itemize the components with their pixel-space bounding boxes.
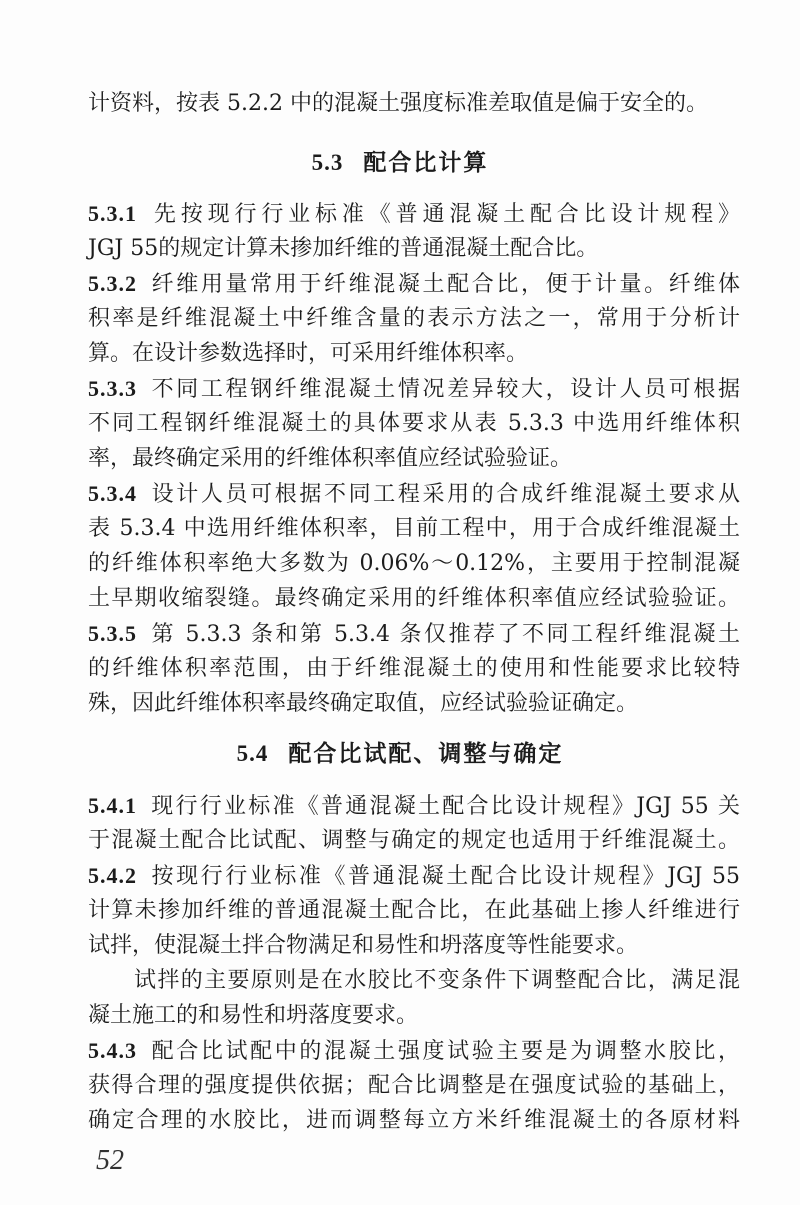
clause-5-3-3-line: 率，最终确定采用的纤维体积率值应经试验验证。 [88,446,573,471]
clause-5-4-2-line: 试拌，使混凝土拌合物满足和易性和坍落度等性能要求。 [88,933,639,958]
clause-number: 5.4.3 [88,1038,137,1063]
clause-5-3-2-line: 算。在设计参数选择时，可采用纤维体积率。 [88,341,529,366]
clause-5-3-2-line [88,266,740,301]
clause-5-3-4-line: 土早期收缩裂缝。最终确定采用的纤维体积率值应经试验验证。 [88,586,740,611]
section-title: 配合比计算 [363,149,489,176]
clause-text: 配合比试配中的混凝土强度试验主要是为调整水胶比， [149,1039,740,1064]
clause-text: 现行行业标准《普通混凝土配合比设计规程》JGJ 55 关 [149,794,740,819]
clause-number: 5.3.5 [88,621,137,646]
paragraph-line: 凝土施工的和易性和坍落度要求。 [88,1003,419,1028]
clause-text: 先按现行行业标准《普通混凝土配合比设计规程》 [149,202,740,227]
clause-5-4-3-line: 确定合理的水胶比，进而调整每立方米纤维混凝土的各原材料 [88,1108,740,1133]
clause-5-3-1-line [88,196,740,231]
page-number: 52 [96,1145,124,1176]
section-heading-5-4 [0,736,800,772]
paragraph-line: 试拌的主要原则是在水胶比不变条件下调整配合比，满足混 [134,968,740,993]
clause-5-3-5-line [88,616,740,651]
clause-number: 5.4.1 [88,793,137,818]
clause-text: 按现行行业标准《普通混凝土配合比设计规程》JGJ 55 [149,864,740,889]
clause-5-4-1-line [88,788,740,823]
clause-number: 5.3.3 [88,376,137,401]
section-number: 5.4 [236,741,269,766]
clause-5-3-2-line: 积率是纤维混凝土中纤维含量的表示方法之一，常用于分析计 [88,306,740,331]
clause-text: 纤维用量常用于纤维混凝土配合比，便于计量。纤维体 [149,272,740,297]
clause-text: 不同工程钢纤维混凝土情况差异较大，设计人员可根据 [149,377,740,402]
clause-5-4-3-line [88,1033,740,1068]
section-number: 5.3 [311,150,344,175]
clause-5-4-3-line: 获得合理的强度提供依据；配合比调整是在强度试验的基础上， [88,1073,740,1098]
clause-number: 5.3.4 [88,481,137,506]
clause-number: 5.3.2 [88,271,137,296]
clause-5-4-1-line: 于混凝土配合比试配、调整与确定的规定也适用于纤维混凝土。 [88,828,740,853]
clause-text: 第 5.3.3 条和第 5.3.4 条仅推荐了不同工程纤维混凝土 [149,622,740,647]
section-heading-5-3 [0,145,800,181]
clause-5-4-2-line [88,858,740,893]
clause-5-3-5-line: 的纤维体积率范围，由于纤维混凝土的使用和性能要求比较特 [88,656,740,681]
clause-number: 5.4.2 [88,863,137,888]
intro-line: 计资料，按表 5.2.2 中的混凝土强度标准差取值是偏于安全的。 [88,91,708,116]
clause-5-3-3-line [88,371,740,406]
clause-5-4-2-line: 计算未掺加纤维的普通混凝土配合比，在此基础上掺人纤维进行 [88,898,740,923]
section-title: 配合比试配、调整与确定 [288,740,564,767]
clause-text: 设计人员可根据不同工程采用的合成纤维混凝土要求从 [149,482,740,507]
clause-5-3-4-line: 的纤维体积率绝大多数为 0.06%～0.12%，主要用于控制混凝 [88,551,740,576]
clause-5-3-4-line [88,476,740,511]
clause-number: 5.3.1 [88,201,137,226]
clause-5-3-1-line: JGJ 55的规定计算未掺加纤维的普通混凝土配合比。 [88,236,599,261]
clause-5-3-3-line: 不同工程钢纤维混凝土的具体要求从表 5.3.3 中选用纤维体积 [88,411,740,436]
clause-5-3-4-line: 表 5.3.4 中选用纤维体积率，目前工程中，用于合成纤维混凝土 [88,516,740,541]
clause-5-3-5-line: 殊，因此纤维体积率最终确定取值，应经试验验证确定。 [88,691,639,716]
